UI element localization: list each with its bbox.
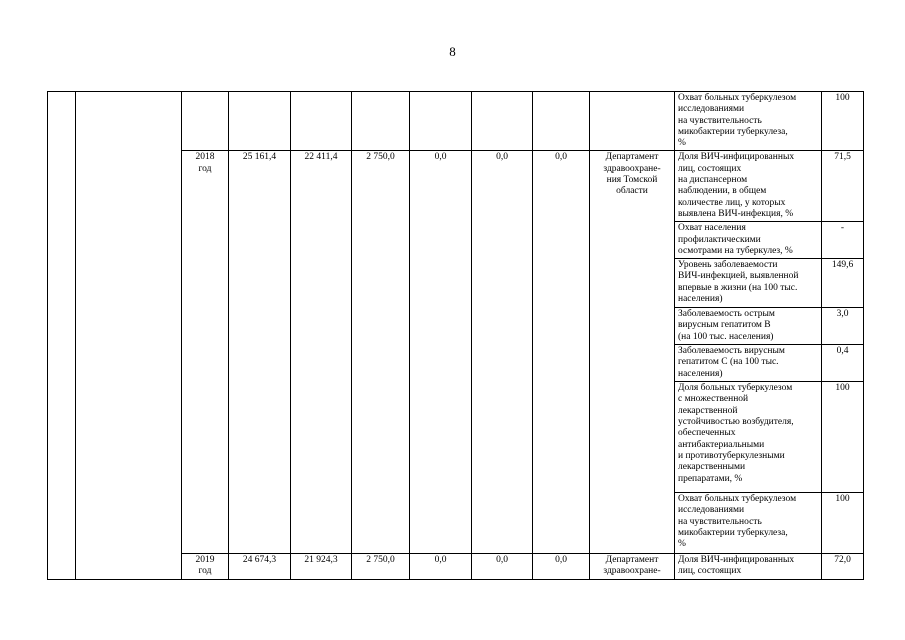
total-cell: 25 161,4 xyxy=(229,151,291,554)
indicator-name: Доля больных туберкулезом с множественной лекарственной устойчивостью возбудителя, обеспеченных антибактериальными и противотуберкулезными лекарственными препаратами, % xyxy=(675,382,822,493)
number-cell xyxy=(48,92,76,580)
task-name-cell xyxy=(76,92,182,580)
regional-cell: 2 750,0 xyxy=(352,554,410,580)
local-cell: 0,0 xyxy=(410,554,472,580)
regional-cell: 2 750,0 xyxy=(352,151,410,554)
executor-cell: Департамент здравоохране- xyxy=(590,554,675,580)
year-cell: 2019 год xyxy=(182,554,229,580)
territorial-funds-cell: 0,0 xyxy=(472,554,533,580)
other-cell: 0,0 xyxy=(533,554,590,580)
indicator-value: 100 xyxy=(822,92,864,151)
federal-cell xyxy=(291,92,352,151)
page-number: 8 xyxy=(449,44,456,59)
indicator-value: 3,0 xyxy=(822,308,864,345)
indicator-name: Заболеваемость острым вирусным гепатитом В (на 100 тыс. населения) xyxy=(675,308,822,345)
year-cell: 2018 год xyxy=(182,151,229,554)
indicator-name: Охват населения профилактическими осмотрами на туберкулез, % xyxy=(675,222,822,259)
territorial-funds-cell xyxy=(472,92,533,151)
indicator-value: - xyxy=(822,222,864,259)
indicator-name: Доля ВИЧ-инфицированных лиц, состоящих на диспансерном наблюдении, в общем количестве лиц, у которых выявлена ВИЧ-инфекция, % xyxy=(675,151,822,222)
total-cell xyxy=(229,92,291,151)
executor-cell xyxy=(590,92,675,151)
program-financing-table xyxy=(47,91,864,580)
federal-cell: 22 411,4 xyxy=(291,151,352,554)
indicator-name: Заболеваемость вирусным гепатитом С (на 100 тыс. населения) xyxy=(675,345,822,382)
other-cell xyxy=(533,92,590,151)
indicator-value: 71,5 xyxy=(822,151,864,222)
indicator-value: 149,6 xyxy=(822,259,864,308)
local-cell: 0,0 xyxy=(410,151,472,554)
local-cell xyxy=(410,92,472,151)
total-cell: 24 674,3 xyxy=(229,554,291,580)
table-row xyxy=(48,92,864,151)
regional-cell xyxy=(352,92,410,151)
indicator-value: 100 xyxy=(822,493,864,554)
indicator-value: 0,4 xyxy=(822,345,864,382)
indicator-name: Охват больных туберкулезом исследованиями на чувствительность микобактерии туберкулеза, % xyxy=(675,92,822,151)
indicator-value: 72,0 xyxy=(822,554,864,580)
indicator-value: 100 xyxy=(822,382,864,493)
indicator-name: Охват больных туберкулезом исследованиями на чувствительность микобактерии туберкулеза, % xyxy=(675,493,822,554)
other-cell: 0,0 xyxy=(533,151,590,554)
year-cell xyxy=(182,92,229,151)
territorial-funds-cell: 0,0 xyxy=(472,151,533,554)
indicator-name: Уровень заболеваемости ВИЧ-инфекцией, выявленной впервые в жизни (на 100 тыс. населения) xyxy=(675,259,822,308)
indicator-name: Доля ВИЧ-инфицированных лиц, состоящих xyxy=(675,554,822,580)
executor-cell: Департамент здравоохране- ния Томской области xyxy=(590,151,675,554)
federal-cell: 21 924,3 xyxy=(291,554,352,580)
